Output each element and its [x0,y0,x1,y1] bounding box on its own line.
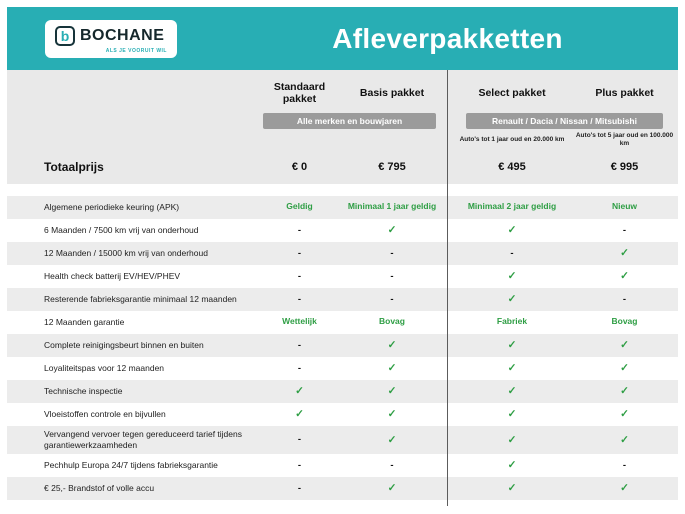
column-header-3: Select pakket [478,87,546,99]
check-icon: ✓ [387,385,397,398]
check-icon: ✓ [507,270,517,283]
dash-mark: - [390,293,394,305]
dash-mark: - [390,459,394,471]
bochane-logo-icon: b [55,26,75,46]
check-icon: ✓ [620,339,629,352]
group-badges-row [7,113,678,129]
dash-mark: - [622,224,627,236]
group-badge-all-brands: Alle merken en bouwjaren [263,113,436,129]
feature-label: Health check batterij EV/HEV/PHEV [44,270,181,281]
check-icon: ✓ [620,270,629,283]
check-icon: ✓ [387,482,397,495]
total-price-3: € 495 [498,160,526,173]
check-icon: ✓ [507,408,517,421]
check-icon: ✓ [620,408,629,421]
feature-value-text: Minimaal 1 jaar geldig [347,201,437,212]
dash-mark: - [390,247,394,259]
dash-mark: - [622,459,627,471]
dash-mark: - [297,270,302,282]
top-banner [7,7,678,70]
column-header-1: Standaard pakket [273,81,326,105]
feature-value-text: Fabriek [496,316,528,327]
check-icon: ✓ [620,247,629,260]
group-badge-renault-dacia-nissan-mitsubishi: Renault / Dacia / Nissan / Mitsubishi [466,113,663,129]
check-icon: ✓ [507,482,517,495]
dash-mark: - [297,459,302,471]
dash-mark: - [297,339,302,351]
check-icon: ✓ [387,433,397,446]
feature-label: Algemene periodieke keuring (APK) [44,201,180,212]
total-price-1: € 0 [291,160,308,173]
check-icon: ✓ [295,408,304,421]
dash-mark: - [297,362,302,374]
package-notes-row [7,129,678,148]
check-icon: ✓ [620,433,629,446]
feature-label: 12 Maanden garantie [44,316,125,327]
dash-mark: - [297,434,302,446]
feature-rows [7,196,678,500]
feature-value-text: Minimaal 2 jaar geldig [467,201,557,212]
feature-value-text: Nieuw [611,201,638,212]
feature-label: Resterende fabrieksgarantie minimaal 12 maanden [44,293,237,304]
table-header [7,70,678,184]
feature-label: Pechhulp Europa 24/7 tijdens fabrieksgarantie [44,459,218,470]
check-icon: ✓ [507,362,517,375]
feature-value-text: Wettelijk [282,316,317,327]
totaalprijs-label: Totaalprijs [44,159,104,174]
table-row [7,477,678,500]
check-icon: ✓ [507,293,517,306]
dash-mark: - [297,482,302,494]
table-row [7,196,678,219]
table-row [7,357,678,380]
feature-label: Loyaliteitspas voor 12 maanden [44,362,165,373]
feature-label: 6 Maanden / 7500 km vrij van onderhoud [44,224,199,235]
check-icon: ✓ [507,224,517,237]
check-icon: ✓ [387,339,397,352]
feature-value-text: Bovag [611,316,638,327]
check-icon: ✓ [620,362,629,375]
logo-row [55,26,167,46]
table-row [7,265,678,288]
feature-label: 12 Maanden / 15000 km vrij van onderhoud [44,247,208,258]
check-icon: ✓ [507,459,517,472]
bochane-logo [45,20,177,58]
table-row [7,334,678,357]
dash-mark: - [622,293,627,305]
table-row [7,454,678,477]
column-note-3: Auto's tot 1 jaar oud en 20.000 km [459,135,565,143]
check-icon: ✓ [507,385,517,398]
column-note-4: Auto's tot 5 jaar oud en 100.000 km [575,132,674,147]
feature-label: € 25,- Brandstof of volle accu [44,482,155,493]
dash-mark: - [297,224,302,236]
column-header-4: Plus pakket [595,87,654,99]
check-icon: ✓ [387,408,397,421]
table-row [7,380,678,403]
column-header-2: Basis pakket [359,87,425,99]
feature-label: Complete reinigingsbeurt binnen en buiten [44,339,204,350]
page-title: Afleverpakketten [332,22,563,54]
package-name-row [7,81,678,105]
total-price-4: € 995 [610,160,639,173]
check-icon: ✓ [295,385,304,398]
table-row [7,403,678,426]
check-icon: ✓ [620,385,629,398]
check-icon: ✓ [387,224,397,237]
feature-label: Technische inspectie [44,385,123,396]
table-row [7,242,678,265]
check-icon: ✓ [507,433,517,446]
dash-mark: - [297,247,302,259]
check-icon: ✓ [620,482,629,495]
dash-mark: - [297,293,302,305]
table-row [7,426,678,454]
dash-mark: - [510,247,514,259]
dash-mark: - [390,270,394,282]
check-icon: ✓ [507,339,517,352]
column-group-divider [447,70,448,506]
check-icon: ✓ [387,362,397,375]
totaalprijs-row [7,153,678,184]
feature-label: Vloeistoffen controle en bijvullen [44,408,166,419]
feature-value-text: Geldig [286,201,313,212]
feature-label: Vervangend vervoer tegen gereduceerd tarief tijdens garantiewerkzaamheden [44,428,242,450]
table-row [7,219,678,242]
logo-brand-text: BOCHANE [80,26,165,44]
packages-table [7,70,678,507]
feature-value-text: Bovag [379,316,405,327]
table-row [7,311,678,334]
table-row [7,288,678,311]
total-price-2: € 795 [378,160,406,173]
logo-tagline: ALS JE VOORUIT WIL [105,47,167,54]
